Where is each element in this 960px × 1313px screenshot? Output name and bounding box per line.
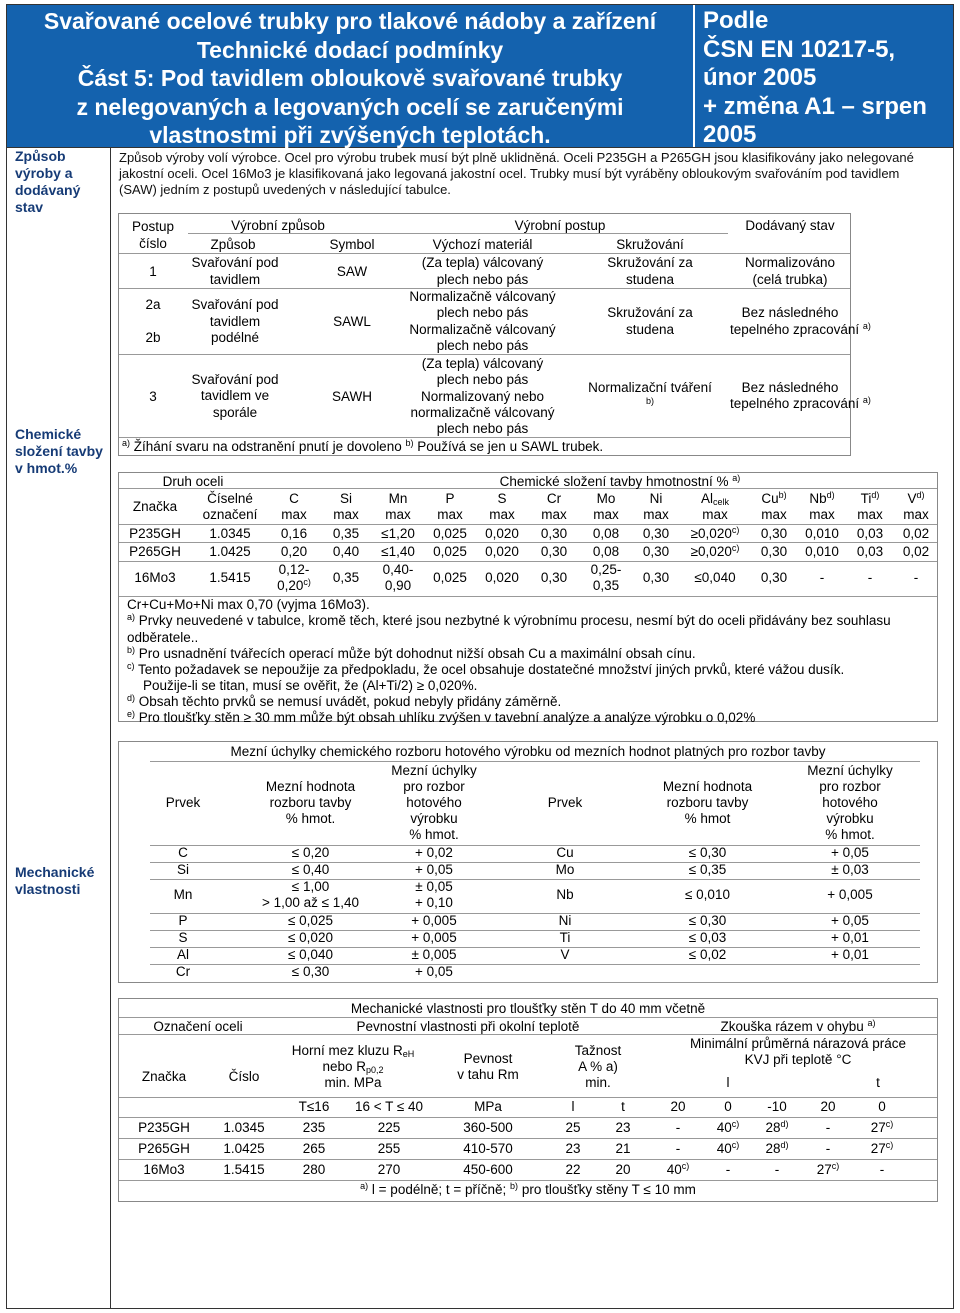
dev-right-limit: ≤ 0,35 (688, 862, 727, 877)
chem-row-value: 0,40 (332, 544, 360, 559)
proc-row2b-material: Normalizačně válcovaný (409, 322, 556, 337)
dev-left-limit: ≤ 1,00 (291, 879, 330, 894)
chem-row3-p: 0,025 (433, 570, 467, 585)
proc-row3-delivery: tepelného zpracování $^{a)}$ (730, 395, 871, 411)
dev-left-element: Al (176, 947, 189, 962)
proc-row3-method: tavidlem ve (200, 388, 270, 403)
dev-left-limit: ≤ 0,40 (291, 862, 330, 877)
chem-row-value: 0,08 (592, 544, 620, 559)
mech-row-name: P235GH (138, 1120, 190, 1135)
dev-left-element: P (178, 913, 188, 928)
mech-subheader-cell: MPa (474, 1099, 502, 1114)
chem-header-max: max (809, 507, 835, 522)
chem-row3-si: 0,35 (332, 570, 360, 585)
chem-row-value: 0,08 (592, 526, 620, 541)
mech-row-name: P265GH (138, 1141, 190, 1156)
mech-row-value: 25 (565, 1120, 581, 1135)
dev-header-deviation: hotového (406, 795, 462, 810)
proc-row3-forming-sup: b) (645, 396, 654, 406)
mech-row-value: 360-500 (463, 1120, 513, 1135)
proc-header-dodavany: Dodávaný stav (745, 218, 835, 233)
chem-row-value: 0,020 (485, 544, 519, 559)
chem-row-value: 0,30 (760, 544, 788, 559)
standard-reference (695, 5, 953, 147)
chem-row-value: ≤1,20 (381, 526, 415, 541)
dev-left-deviation: + 0,005 (411, 913, 457, 928)
mech-row-value: - (774, 1162, 780, 1177)
mech-row-num: 1.0345 (223, 1120, 265, 1135)
chem-row-name: P235GH (129, 526, 181, 541)
chem-note-a: $^{a)}$ Prvky neuvedené v tabulce, kromě těch, které jsou nezbytné k výrobnímu procesu, nesmí být do oceli přidávány bez souhlasu odběratele.. (127, 612, 891, 645)
proc-row1-method: tavidlem (209, 272, 261, 287)
chem-row-value: 0,30 (642, 526, 670, 541)
dev-left-element: Si (176, 862, 189, 877)
mech-row-value: 20 (615, 1162, 631, 1177)
dev-right-deviation: + 0,005 (827, 887, 873, 902)
proc-header-cislo: číslo (139, 236, 167, 251)
chem-header-max: max (281, 507, 307, 522)
mech-subheader-cell: 0 (878, 1099, 886, 1114)
mech-subheader-cell: 20 (820, 1099, 836, 1114)
chem-header-element: S (497, 491, 507, 506)
dev-header-deviation: % hmot. (409, 827, 459, 842)
dev-left-element: Cr (175, 964, 191, 979)
chem-row-value: ≤1,40 (381, 544, 415, 559)
chem-row-value: 0,30 (540, 526, 568, 541)
dev-header-limit: % hmot. (285, 811, 336, 826)
title-line: z nelegovaných a legovaných ocelí se zaručenými (76, 93, 624, 120)
chem-row3-ti: - (867, 570, 873, 585)
dev-header-limit: rozboru tavby (269, 795, 352, 810)
standard-line: ČSN EN 10217-5, (703, 35, 896, 63)
proc-row3-material: normalizačně válcovaný (410, 405, 555, 420)
dev-header-prvek: Prvek (165, 795, 201, 810)
dev-left-element: C (178, 845, 188, 860)
mech-header-pevnost-tah: v tahu Rm (457, 1067, 519, 1082)
dev-left-limit: ≤ 0,30 (291, 964, 330, 979)
proc-row3-no: 3 (149, 389, 157, 404)
proc-row1-method: Svařování pod (191, 255, 279, 270)
dev-header-deviation: % hmot. (825, 827, 875, 842)
intro-paragraph: Způsob výroby volí výrobce. Ocel pro výrobu trubek musí být plně uklidněná. Oceli P235GH a P265GH jsou klasifikovány jako nelegované jakostní oceli. Ocel 16Mo3 je klasifikovaná jako legovaná jakostní ocel. Trubky musí být vyráběny obloukovým svařováním pod tavidlem (SAW) jedním z postupů uvedených v následující tabulce. (119, 150, 914, 197)
mech-row-value: - (825, 1141, 831, 1156)
proc-row1-forming: Skružování za (607, 255, 693, 270)
chem-note-c2: Použije-li se titan, musí se ověřit, že (Al+Ti/2) ≥ 0,020%. (143, 678, 478, 693)
chem-row-value: 0,03 (856, 544, 884, 559)
mech-row-value: 235 (302, 1120, 326, 1135)
chem-header-element: Nb$^{d)}$ (809, 490, 835, 506)
mech-row-value: 23 (565, 1141, 581, 1156)
dev-right-deviation: ± 0,03 (831, 862, 869, 877)
dev-right-element: Ni (558, 913, 572, 928)
chem-row-value: 0,16 (280, 526, 308, 541)
mech-subheader-cell: T≤16 (298, 1099, 330, 1114)
mech-row-value: - (825, 1120, 831, 1135)
section-sidebar (6, 148, 111, 1309)
proc-row2-forming: Skružování za (607, 305, 693, 320)
deviation-title: Mezní úchylky chemického rozboru hotového výrobku od mezních hodnot platných pro rozbor tavby (230, 744, 826, 759)
title-line: vlastnostmi při zvýšených teplotách. (149, 122, 551, 148)
mech-header-cislo: Číslo (228, 1069, 260, 1084)
dev-left-deviation: + 0,05 (415, 964, 453, 979)
chem-header-element: Cu$^{b)}$ (761, 490, 787, 506)
dev-left-limit: ≤ 0,025 (288, 913, 333, 928)
proc-row2-forming: studena (625, 322, 675, 337)
dev-header-deviation: pro rozbor (819, 779, 881, 794)
mech-subheader-cell: 16 < T ≤ 40 (354, 1099, 424, 1114)
mech-row-value: 27$^{c)}$ (816, 1161, 840, 1177)
chem-header-title: Chemické složení tavby hmotnostní % $^{a)}$ (499, 473, 741, 489)
proc-header-postup: Postup (131, 219, 175, 234)
dev-right-element: Mo (555, 862, 575, 877)
mech-row-value: 27$^{c)}$ (870, 1119, 894, 1135)
dev-right-limit: ≤ 0,02 (688, 947, 727, 962)
dev-right-element: V (560, 947, 570, 962)
chem-row-value: 0,03 (856, 526, 884, 541)
proc-row2-delivery: Bez následného (741, 305, 839, 320)
mech-header-t: t (876, 1075, 880, 1090)
chem-row-value: 0,025 (433, 526, 467, 541)
chem-header-max: max (702, 507, 728, 522)
chem-row-value: 0,30 (642, 544, 670, 559)
chem-row-value: 0,010 (805, 526, 839, 541)
proc-row1-material: plech nebo pás (436, 272, 529, 287)
chem-row3-nb: - (819, 570, 825, 585)
mech-header-oznaceni: Označení oceli (153, 1019, 243, 1034)
dev-header-limit: % hmot (684, 811, 731, 826)
proc-header-zpusob: Způsob (210, 237, 256, 252)
proc-row3-method: Svařování pod (191, 372, 279, 387)
chem-header-max: max (593, 507, 619, 522)
dev-left-deviation: ± 0,005 (411, 947, 457, 962)
dev-right-limit: ≤ 0,03 (688, 930, 727, 945)
chem-row-value: 0,35 (332, 526, 360, 541)
mech-row-value: 40$^{c)}$ (716, 1140, 740, 1156)
dev-header-deviation: výrobku (410, 811, 458, 826)
dev-header-deviation: pro rozbor (403, 779, 465, 794)
dev-divider (150, 982, 920, 983)
dev-right-element: Cu (556, 845, 574, 860)
dev-header-limit: Mezní hodnota (662, 779, 753, 794)
dev-left-limit: ≤ 0,020 (288, 930, 333, 945)
proc-row3-delivery: Bez následného (741, 380, 839, 395)
mech-header-mez: min. MPa (324, 1075, 382, 1090)
dev-right-deviation: + 0,05 (831, 913, 869, 928)
dev-divider (150, 761, 920, 762)
chem-header-max: max (903, 507, 929, 522)
mech-row-value: 270 (377, 1162, 401, 1177)
section-label-chemical: Chemické složení tavby v hmot.% (15, 426, 103, 476)
mech-row-value: 27$^{c)}$ (870, 1140, 894, 1156)
chem-header-max: max (489, 507, 515, 522)
dev-left-element: S (178, 930, 188, 945)
proc-row3-forming: Normalizační tváření (588, 380, 712, 395)
dev-right-element: Nb (556, 887, 574, 902)
proc-row3-method: sporále (212, 405, 258, 420)
chem-header-element: Cr (546, 491, 562, 506)
chem-header-druh: Druh oceli (162, 474, 224, 489)
dev-left-limit: > 1,00 až ≤ 1,40 (261, 895, 360, 910)
mech-header-pevnost-tah: Pevnost (463, 1051, 513, 1066)
dev-left-element: Mn (173, 887, 193, 902)
mech-header-taznost: A % a) (578, 1059, 618, 1074)
chem-header-element: Si (339, 491, 352, 506)
chem-header-ciselne: označení (202, 507, 258, 522)
mech-row-value: - (675, 1141, 681, 1156)
chem-header-max: max (643, 507, 669, 522)
mech-row-value: 40$^{c)}$ (666, 1161, 690, 1177)
chem-header-max: max (857, 507, 883, 522)
chem-header-element: C (289, 491, 299, 506)
chem-header-element: $V^{d)}$ (907, 490, 925, 506)
mech-row-value: - (725, 1162, 731, 1177)
proc-row3-material: plech nebo pás (436, 372, 529, 387)
mech-row-num: 1.5415 (223, 1162, 265, 1177)
mech-header-znacka: Značka (141, 1069, 187, 1084)
mech-title: Mechanické vlastnosti pro tloušťky stěn T do 40 mm včetně (350, 1001, 706, 1016)
proc-row1-delivery: Normalizováno (744, 255, 836, 270)
mech-row-value: 225 (377, 1120, 401, 1135)
mech-header-mez: Horní mez kluzu $R_{eH}$ (291, 1043, 415, 1059)
proc-row2-symbol: SAWL (333, 314, 371, 329)
mech-row-value: 40$^{c)}$ (716, 1119, 740, 1135)
mech-header-taznost: Tažnost (574, 1043, 622, 1058)
proc-header-vychozi: Výchozí materiál (432, 237, 533, 252)
mech-subheader-cell: 20 (670, 1099, 686, 1114)
mech-subheader-cell: t (621, 1099, 625, 1114)
mech-footnotes: $^{a)}$ l = podélně; t = příčně; $^{b)}$ pro tloušťky stěny T ≤ 10 mm (360, 1181, 696, 1197)
chem-row3-al: ≤0,040 (694, 570, 736, 585)
proc-row3-material: (Za tepla) válcovaný (421, 356, 544, 371)
proc-row2-delivery: tepelného zpracování $^{a)}$ (730, 321, 871, 337)
chem-row3-ni: 0,30 (642, 570, 670, 585)
mech-row-value: 28$^{d)}$ (765, 1140, 789, 1156)
standard-line: 2005 (703, 121, 757, 148)
chem-row-value: 0,02 (902, 544, 930, 559)
mech-subheader-cell: -10 (767, 1099, 787, 1114)
mech-row-value: - (879, 1162, 885, 1177)
chem-header-max: max (385, 507, 411, 522)
chem-header-element: P (445, 491, 455, 506)
mech-header-kvj: KVJ při teplotě °C (744, 1052, 852, 1067)
proc-row2b-material: plech nebo pás (436, 338, 529, 353)
proc-row2a-material: Normalizačně válcovaný (409, 289, 556, 304)
chem-row-value: 0,02 (902, 526, 930, 541)
dev-left-limit: ≤ 0,20 (291, 845, 330, 860)
title-line: Technické dodací podmínky (196, 36, 504, 63)
proc-row3-material: plech nebo pás (436, 421, 529, 436)
chem-row3-c: 0,20$^{c)}$ (277, 577, 311, 593)
dev-right-limit: ≤ 0,30 (688, 913, 727, 928)
section-label-mechanical: Mechanické vlastnosti (15, 864, 95, 897)
chem-row-value: $\ge 0,020^{c)}$ (690, 543, 740, 559)
mech-row-value: 450-600 (463, 1162, 513, 1177)
chem-header-max: max (761, 507, 787, 522)
chem-row3-mn: 0,40- (382, 562, 414, 577)
chem-row-value: 0,30 (760, 526, 788, 541)
standard-line: únor 2005 (703, 64, 817, 91)
proc-row2-method: Svařování pod (191, 297, 279, 312)
chem-row-value: 0,025 (433, 544, 467, 559)
chem-row3-c: 0,12- (278, 562, 310, 577)
chem-header-ciselne: Číselné (207, 491, 253, 506)
dev-left-limit: ≤ 0,040 (288, 947, 333, 962)
chem-row-value: 0,20 (280, 544, 308, 559)
proc-row2-method: podélné (210, 330, 260, 345)
section-label-manufacturing: Způsob výroby a dodávaný stav (15, 148, 81, 215)
mech-header-pevnost: Pevnostní vlastnosti při okolní teplotě (356, 1019, 580, 1034)
chem-row-value: 0,010 (805, 544, 839, 559)
mech-header-kvj: Minimální průměrná nárazová práce (689, 1036, 907, 1051)
mech-row-num: 1.0425 (223, 1141, 265, 1156)
proc-row1-forming: studena (625, 272, 675, 287)
dev-left-deviation: + 0,02 (415, 845, 453, 860)
mech-header-l: l (726, 1075, 730, 1090)
chem-row3-mo: 0,35 (592, 578, 620, 593)
chem-note-sum: Cr+Cu+Mo+Ni max 0,70 (vyjma 16Mo3). (127, 597, 370, 612)
chem-row3-num: 1.5415 (209, 570, 251, 585)
proc-row1-symbol: SAW (336, 264, 368, 279)
mech-row-value: 28$^{d)}$ (765, 1119, 789, 1135)
chem-header-max: max (333, 507, 359, 522)
chem-row3-v: - (913, 570, 919, 585)
chem-header-znacka: Značka (132, 499, 178, 514)
proc-row3-material: Normalizovaný nebo (420, 389, 545, 404)
mech-row-value: 23 (615, 1120, 631, 1135)
dev-header-prvek: Prvek (547, 795, 583, 810)
chem-row-num: 1.0345 (209, 526, 251, 541)
mech-header-mez: nebo $R_{p0,2}$ (322, 1059, 384, 1075)
proc-row2-method: tavidlem (209, 314, 261, 329)
mech-row-value: - (675, 1120, 681, 1135)
dev-left-deviation: + 0,10 (415, 895, 453, 910)
dev-right-deviation: + 0,01 (831, 947, 869, 962)
chem-row3-s: 0,020 (485, 570, 519, 585)
chem-header-max: max (541, 507, 567, 522)
chem-note-c: $^{c)}$ Tento požadavek se nepoužije za předpokladu, že ocel obsahuje dostatečné množství jiných prvků, které vážou dusík. (127, 661, 845, 677)
mech-row-value: 410-570 (463, 1141, 513, 1156)
chem-row-value: $\ge 0,020^{c)}$ (690, 525, 740, 541)
chem-header-element: Mn (388, 491, 408, 506)
mech-subheader-cell: 0 (724, 1099, 732, 1114)
mech-header-razy: Zkouška rázem v ohybu $^{a)}$ (720, 1018, 876, 1034)
chem-row3-cu: 0,30 (760, 570, 788, 585)
mech-row-value: 280 (302, 1162, 326, 1177)
dev-header-limit: Mezní hodnota (265, 779, 356, 794)
chem-row3-cr: 0,30 (540, 570, 568, 585)
document-title (7, 5, 695, 147)
chem-row-value: 0,020 (485, 526, 519, 541)
mech-row-value: 22 (565, 1162, 581, 1177)
mech-row-value: 255 (377, 1141, 401, 1156)
mech-row-value: 21 (615, 1141, 631, 1156)
chem-row3-mn: 0,90 (384, 578, 412, 593)
chem-header-element: Ti$^{d)}$ (860, 490, 880, 506)
title-line: Část 5: Pod tavidlem obloukově svařované trubky (77, 65, 623, 91)
chem-note-b: $^{b)}$ Pro usnadnění tvářecích operací může být dohodnut nižší obsah Cu a maximální obsah cínu. (127, 645, 696, 661)
proc-row1-delivery: (celá trubka) (752, 272, 828, 287)
dev-left-deviation: + 0,005 (411, 930, 457, 945)
chem-header-element: Ni (649, 491, 663, 506)
document-header (6, 4, 954, 148)
dev-header-deviation: Mezní úchylky (807, 763, 893, 778)
chem-header-element: $Al_{celk}$ (700, 491, 730, 507)
proc-row2a-material: plech nebo pás (436, 305, 529, 320)
proc-header-vyrobni-postup: Výrobní postup (514, 218, 606, 233)
dev-header-deviation: Mezní úchylky (391, 763, 477, 778)
mech-row-name: 16Mo3 (143, 1162, 185, 1177)
proc-header-vyrobni-zpusob: Výrobní způsob (231, 218, 325, 233)
dev-right-limit: ≤ 0,30 (688, 845, 727, 860)
standard-line: Podle (703, 7, 769, 34)
proc-row1-material: (Za tepla) válcovaný (421, 255, 544, 270)
chem-row3-name: 16Mo3 (134, 570, 176, 585)
mech-header-taznost: min. (585, 1075, 611, 1090)
title-line: Svařované ocelové trubky pro tlakové nádoby a zařízení (43, 8, 657, 34)
chem-note-d: $^{d)}$ Obsah těchto prvků se nemusí uvádět, pokud nebyly přidány záměrně. (127, 693, 562, 709)
chem-header-element: Mo (596, 491, 616, 506)
dev-right-limit: ≤ 0,010 (685, 887, 730, 902)
chem-row-num: 1.0425 (209, 544, 251, 559)
proc-header-skruzovani: Skružování (616, 237, 684, 252)
proc-header-symbol: Symbol (329, 237, 375, 252)
dev-left-deviation: + 0,05 (415, 862, 453, 877)
proc-row3-symbol: SAWH (332, 389, 372, 404)
dev-header-deviation: hotového (822, 795, 878, 810)
chem-row-value: 0,30 (540, 544, 568, 559)
dev-right-deviation: + 0,01 (831, 930, 869, 945)
dev-header-limit: rozboru tavby (666, 795, 749, 810)
dev-right-deviation: + 0,05 (831, 845, 869, 860)
proc-footnotes: $^{a)}$ Žíhání svaru na odstranění pnutí je dovoleno $^{b)}$ Používá se jen u SAWL trubek. (122, 438, 604, 454)
mech-row-value: 265 (302, 1141, 326, 1156)
chem-row3-mo: 0,25- (590, 562, 622, 577)
chem-header-max: max (437, 507, 463, 522)
dev-right-element: Ti (559, 930, 571, 945)
proc-row2b-no: 2b (145, 330, 161, 345)
standard-line: + změna A1 – srpen (703, 92, 927, 120)
mech-subheader-cell: l (571, 1099, 575, 1114)
proc-row1-no: 1 (149, 264, 157, 279)
dev-header-deviation: výrobku (826, 811, 874, 826)
chem-row-name: P265GH (129, 544, 181, 559)
dev-left-deviation: ± 0,05 (415, 879, 453, 894)
chem-note-e: $^{e)}$ Pro tloušťky stěn ≥ 30 mm může být obsah uhlíku zvýšen v tavební analýze a analýze výrobku o 0,02% (127, 709, 756, 725)
proc-row2a-no: 2a (145, 297, 161, 312)
